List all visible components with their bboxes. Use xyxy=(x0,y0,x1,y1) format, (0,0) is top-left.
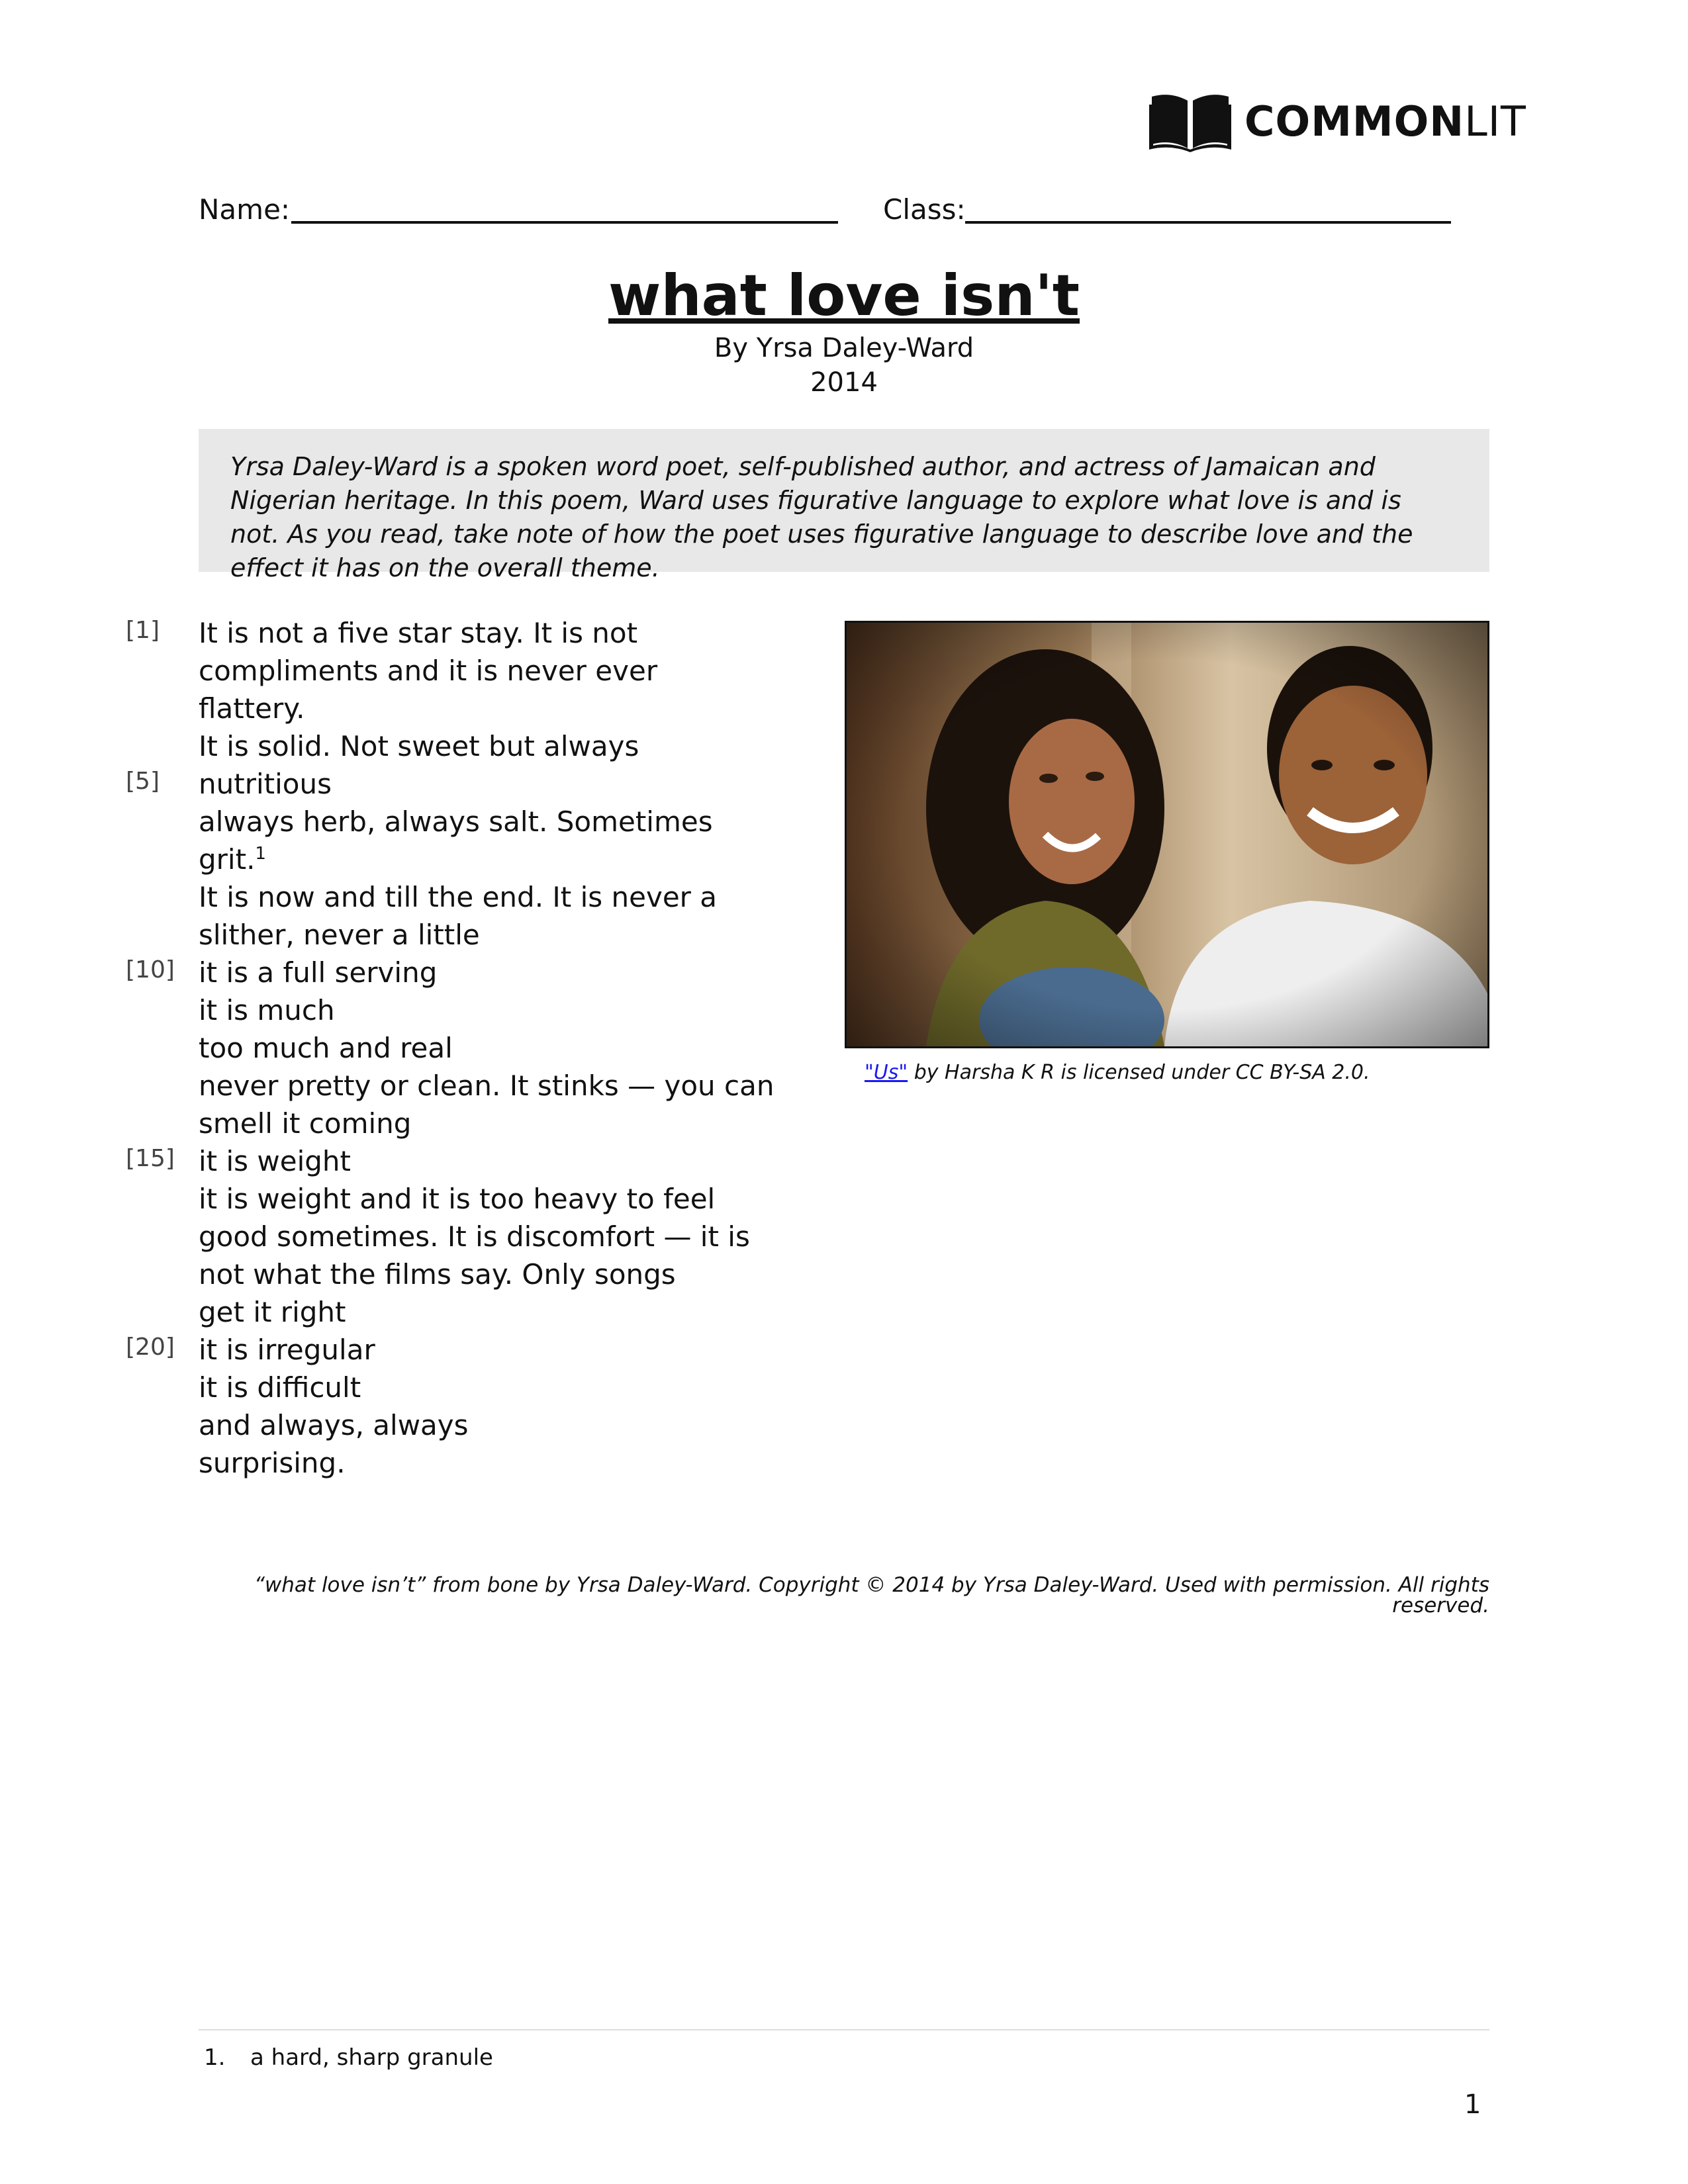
poem-text xyxy=(126,614,794,1482)
poem-line-text: it is weight and it is too heavy to feel xyxy=(199,1183,716,1215)
photo-source-link[interactable]: "Us" xyxy=(865,1061,908,1084)
poem-line xyxy=(199,991,794,1029)
poem-line-text: and always, always xyxy=(199,1409,469,1441)
poem-line xyxy=(199,1218,794,1255)
copyright-credit: “what love isn’t” from bone by Yrsa Daley-Ward. Copyright © 2014 by Yrsa Daley-Ward. Used with permission. All rights reserved. xyxy=(254,1573,1489,1617)
poem-line-text: not what the films say. Only songs xyxy=(199,1258,676,1291)
poem-line-text: never pretty or clean. It stinks — you can xyxy=(199,1069,774,1102)
poem-line xyxy=(199,727,794,765)
footnote-text: a hard, sharp granule xyxy=(250,2044,493,2071)
footnote-divider xyxy=(199,2029,1489,2030)
poem-line xyxy=(199,841,794,878)
open-book-icon xyxy=(1149,91,1231,152)
page-number: 1 xyxy=(1464,2089,1481,2120)
caption-license-text: by Harsha K R is licensed under CC BY-SA 2.0. xyxy=(908,1061,1370,1084)
name-label: Name: xyxy=(199,193,291,226)
poem-line-text: it is much xyxy=(199,994,335,1026)
poem-line-text: surprising. xyxy=(199,1447,346,1479)
poem-line xyxy=(199,1029,794,1067)
photo-caption xyxy=(865,1063,1370,1083)
poem-line xyxy=(199,1255,794,1293)
photo-couple xyxy=(845,621,1489,1048)
poem-line-text: too much and real xyxy=(199,1032,453,1064)
poem-line xyxy=(126,765,794,803)
poem-line-text: compliments and it is never ever xyxy=(199,655,658,687)
poem-line xyxy=(199,1444,794,1482)
class-label: Class: xyxy=(883,193,966,226)
publication-year: 2014 xyxy=(810,367,878,398)
poem-line xyxy=(199,690,794,727)
poem-line xyxy=(126,614,794,652)
class-field[interactable] xyxy=(965,221,1451,224)
poem-line-text: it is irregular xyxy=(199,1334,375,1366)
poem-line-text: It is now and till the end. It is never a xyxy=(199,881,718,913)
poem-line-text: It is not a five star stay. It is not xyxy=(199,617,638,649)
poem-line-text: It is solid. Not sweet but always xyxy=(199,730,639,762)
poem-line xyxy=(199,1369,794,1406)
poem-line-text: it is difficult xyxy=(199,1371,361,1404)
poem-line xyxy=(199,803,794,841)
poem-line xyxy=(199,1105,794,1142)
page-title: what love isn't xyxy=(608,263,1080,329)
line-number: [10] xyxy=(126,956,175,983)
poem-line xyxy=(199,916,794,954)
poem-line xyxy=(199,1293,794,1331)
name-field[interactable] xyxy=(291,221,838,224)
line-number: [15] xyxy=(126,1145,175,1172)
photo-image xyxy=(847,623,1487,1046)
poem-line xyxy=(199,1180,794,1218)
poem-line-text: grit. xyxy=(199,843,256,876)
footnote-item xyxy=(204,2046,493,2069)
poem-line-text: good sometimes. It is discomfort — it is xyxy=(199,1220,750,1253)
brand-name: COMMONLIT xyxy=(1244,97,1526,146)
poem-line-text: slither, never a little xyxy=(199,919,480,951)
poem-line xyxy=(199,652,794,690)
poem-line xyxy=(199,1406,794,1444)
poem-line-text: smell it coming xyxy=(199,1107,412,1140)
poem-line-text: it is weight xyxy=(199,1145,351,1177)
poem-line-text: always herb, always salt. Sometimes xyxy=(199,805,713,838)
footnote-marker[interactable]: 1 xyxy=(255,844,266,864)
intro-box: Yrsa Daley-Ward is a spoken word poet, self-published author, and actress of Jamaican and Nigerian heritage. In this poem, Ward uses figurative language to explore what love is and is not. As you read, take note of how the poet uses figurative language to describe love and the effect it has on the overall theme. xyxy=(199,429,1489,572)
poem-line xyxy=(126,954,794,991)
line-number: [20] xyxy=(126,1334,175,1361)
poem-line-text: flattery. xyxy=(199,692,305,725)
poem-line-text: it is a full serving xyxy=(199,956,438,989)
poem-line xyxy=(126,1331,794,1369)
line-number: [1] xyxy=(126,617,160,644)
poem-line-text: get it right xyxy=(199,1296,346,1328)
poem-line xyxy=(199,1067,794,1105)
poem-line xyxy=(126,1142,794,1180)
poem-line-text: nutritious xyxy=(199,768,332,800)
footnote-number: 1. xyxy=(204,2044,226,2071)
line-number: [5] xyxy=(126,768,160,795)
commonlit-logo xyxy=(1149,90,1526,154)
author-byline: By Yrsa Daley-Ward xyxy=(714,333,974,363)
poem-line xyxy=(199,878,794,916)
